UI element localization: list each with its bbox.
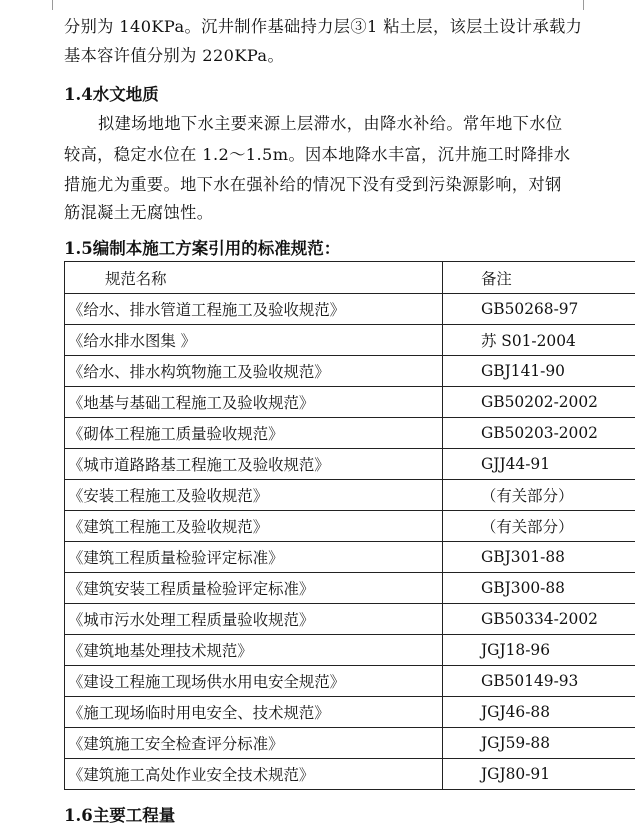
standard-code-cell: GBJ301-88 [443,542,635,573]
standard-name-cell: 《建筑地基处理技术规范》 [65,635,443,666]
standard-name-cell: 《地基与基础工程施工及验收规范》 [65,387,443,418]
section-title: 编制本施工方案引用的标准规范： [92,239,341,258]
standard-code-cell: GB50203-2002 [443,418,635,449]
table-row [65,418,635,449]
standard-code-cell: GBJ300-88 [443,573,635,604]
table-row [65,697,635,728]
standard-code-cell: GJJ44-91 [443,449,635,480]
page-margin-mark-left [52,0,53,10]
standard-code-cell: GB50334-2002 [443,604,635,635]
table-row [65,759,635,790]
table-row [65,666,635,697]
standard-code-cell: GB50202-2002 [443,387,635,418]
section-heading-1-6 [64,806,175,826]
header-standard-name: 规范名称 [65,262,443,294]
table-row [65,542,635,573]
standard-name-cell: 《建筑施工安全检查评分标准》 [65,728,443,759]
page-margin-mark-right [583,0,584,10]
standard-name-cell: 《城市污水处理工程质量验收规范》 [65,604,443,635]
standard-name-cell: 《砌体工程施工质量验收规范》 [65,418,443,449]
section-title: 主要工程量 [92,806,176,825]
standard-code-cell: JGJ46-88 [443,697,635,728]
standard-name-cell: 《建筑安装工程质量检验评定标准》 [65,573,443,604]
standard-code-cell: JGJ18-96 [443,635,635,666]
standard-name-cell: 《给水排水图集 》 [65,325,443,356]
table-row [65,449,635,480]
standard-code-cell: GB50149-93 [443,666,635,697]
table-row [65,480,635,511]
standard-code-cell: GB50268-97 [443,294,635,325]
intro-line-1: 分别为 140KPa。沉井制作基础持力层③1 粘土层，该层土设计承载力 [64,17,583,36]
standard-name-cell: 《给水、排水管道工程施工及验收规范》 [65,294,443,325]
standard-name-cell: 《安装工程施工及验收规范》 [65,480,443,511]
paragraph-line-2: 较高，稳定水位在 1.2～1.5m。因本地降水丰富，沉井施工时降排水 [64,145,571,164]
section-number: 1.6 [64,806,93,825]
standard-code-cell: 苏 S01-2004 [443,325,635,356]
table-row [65,325,635,356]
table-header-row [65,262,635,294]
standard-name-cell: 《城市道路路基工程施工及验收规范》 [65,449,443,480]
paragraph-line-1: 拟建场地地下水主要来源上层滞水，由降水补给。常年地下水位 [98,114,563,133]
table-row [65,511,635,542]
section-heading-1-4 [64,85,159,105]
standard-code-cell: GBJ141-90 [443,356,635,387]
intro-line-2: 基本容许值分别为 220KPa。 [64,46,285,65]
section-number: 1.4 [64,85,93,104]
standard-name-cell: 《建筑工程施工及验收规范》 [65,511,443,542]
table-row [65,635,635,666]
standard-code-cell: （有关部分） [443,480,635,511]
standard-name-cell: 《建设工程施工现场供水用电安全规范》 [65,666,443,697]
table-row [65,294,635,325]
standard-name-cell: 《建筑施工高处作业安全技术规范》 [65,759,443,790]
table-row [65,356,635,387]
section-number: 1.5 [64,239,93,258]
standards-table [64,261,635,790]
standard-code-cell: JGJ59-88 [443,728,635,759]
section-title: 水文地质 [92,85,159,104]
table-row [65,387,635,418]
standard-code-cell: （有关部分） [443,511,635,542]
table-row [65,604,635,635]
standard-name-cell: 《给水、排水构筑物施工及验收规范》 [65,356,443,387]
standard-code-cell: JGJ80-91 [443,759,635,790]
standard-name-cell: 《建筑工程质量检验评定标准》 [65,542,443,573]
header-remark: 备注 [443,262,635,294]
table-row [65,573,635,604]
table-row [65,728,635,759]
standard-name-cell: 《施工现场临时用电安全、技术规范》 [65,697,443,728]
paragraph-line-4: 筋混凝土无腐蚀性。 [64,203,214,222]
paragraph-line-3: 措施尤为重要。地下水在强补给的情况下没有受到污染源影响，对钢 [64,175,562,194]
section-heading-1-5 [64,239,340,259]
